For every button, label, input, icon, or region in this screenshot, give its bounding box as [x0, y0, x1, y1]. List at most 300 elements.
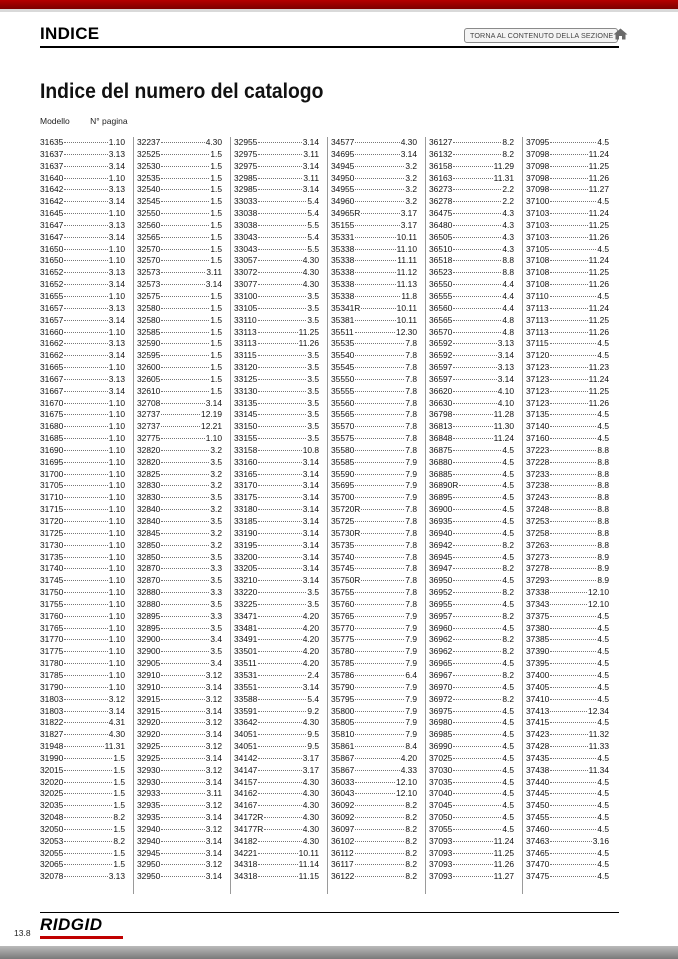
index-entry: [526, 682, 609, 694]
leader-dots: [355, 403, 404, 404]
model-number: 35785: [331, 658, 355, 669]
leader-dots: [550, 521, 596, 522]
index-entry: [40, 267, 125, 279]
model-number: 32845: [137, 527, 161, 538]
model-number: 37228: [526, 456, 550, 467]
leader-dots: [355, 521, 404, 522]
leader-dots: [64, 639, 107, 640]
leader-dots: [355, 758, 399, 759]
page-ref: 5.4: [307, 231, 319, 242]
page-ref: 4.5: [597, 243, 609, 254]
page-ref: 1.5: [210, 255, 222, 266]
leader-dots: [161, 367, 209, 368]
model-number: 32573: [137, 279, 161, 290]
page-ref: 1.5: [113, 800, 125, 811]
leader-dots: [161, 793, 205, 794]
page-ref: 3.2: [210, 468, 222, 479]
model-number: 36985: [429, 729, 453, 740]
model-number: 36592: [429, 350, 453, 361]
page-ref: 3.17: [302, 764, 319, 775]
page-ref: 12.19: [201, 409, 222, 420]
leader-dots: [453, 805, 501, 806]
index-entry: [137, 623, 222, 635]
page-ref: 1.5: [113, 823, 125, 834]
model-number: 31705: [40, 480, 64, 491]
page-ref: 3.11: [206, 267, 222, 278]
index-entry: [40, 244, 125, 256]
index-entry: [429, 587, 514, 599]
page-ref: 3.14: [108, 196, 125, 207]
leader-dots: [453, 687, 501, 688]
index-entry: [137, 599, 222, 611]
index-entry: [526, 398, 609, 410]
leader-dots: [355, 746, 404, 747]
model-number: 36945: [429, 551, 453, 562]
model-number: 35760: [331, 598, 355, 609]
leader-dots: [550, 284, 587, 285]
leader-dots: [161, 462, 209, 463]
page-ref: 12.34: [588, 705, 609, 716]
page-ref: 4.5: [502, 717, 514, 728]
model-number: 33210: [234, 575, 258, 586]
model-number: 37095: [526, 137, 550, 147]
leader-dots: [550, 663, 596, 664]
model-number: 36592: [429, 338, 453, 349]
model-number: 36980: [429, 717, 453, 728]
page-ref: 11.14: [298, 859, 319, 870]
leader-dots: [258, 450, 301, 451]
leader-dots: [161, 296, 209, 297]
leader-dots: [453, 793, 501, 794]
model-number: 36102: [331, 835, 355, 846]
model-number: 33158: [234, 444, 258, 455]
index-entry: [40, 350, 125, 362]
model-number: 32910: [137, 681, 161, 692]
index-entry: [526, 161, 609, 173]
leader-dots: [453, 367, 496, 368]
page-ref: 1.10: [108, 433, 125, 444]
leader-dots: [64, 604, 107, 605]
model-number: 32985: [234, 184, 258, 195]
page-ref: 3.14: [497, 373, 514, 384]
index-entry: [137, 208, 222, 220]
model-number: 33115: [234, 350, 257, 361]
index-entry: [137, 445, 222, 457]
page-ref: 4.5: [502, 681, 514, 692]
leader-dots: [453, 284, 501, 285]
model-number: 35575: [331, 433, 355, 444]
index-entry: [40, 208, 125, 220]
page-ref: 3.13: [108, 184, 125, 195]
leader-dots: [550, 687, 596, 688]
leader-dots: [161, 355, 209, 356]
page-ref: 7.8: [405, 598, 417, 609]
index-entry: [331, 848, 417, 860]
index-entry: [429, 220, 514, 232]
index-entry: [526, 634, 609, 646]
index-entry: [331, 255, 417, 267]
leader-dots: [64, 758, 112, 759]
leader-dots: [453, 639, 501, 640]
leader-dots: [355, 284, 395, 285]
leader-dots: [258, 770, 301, 771]
model-number: 37123: [526, 397, 550, 408]
page-ref: 3.14: [108, 160, 125, 171]
index-entry: [429, 516, 514, 528]
page-ref: 4.5: [502, 492, 514, 503]
index-entry: [526, 362, 609, 374]
page-ref: 3.14: [108, 350, 125, 361]
index-entry: [429, 871, 514, 883]
page-ref: 7.8: [405, 385, 417, 396]
page-ref: 3.11: [206, 788, 222, 799]
leader-dots: [355, 722, 404, 723]
leader-dots: [355, 592, 404, 593]
leader-dots: [355, 557, 404, 558]
page-ref: 11.26: [493, 859, 514, 870]
model-number: 37123: [526, 373, 550, 384]
leader-dots: [64, 509, 107, 510]
page-ref: 8.2: [113, 835, 125, 846]
model-number: 32840: [137, 504, 161, 515]
leader-dots: [161, 687, 204, 688]
page-ref: 1.10: [205, 433, 222, 444]
model-number: 37120: [526, 350, 550, 361]
model-number: 36273: [429, 184, 453, 195]
model-number: 32580: [137, 302, 161, 313]
index-entry: [234, 279, 319, 291]
page-ref: 4.5: [597, 847, 609, 858]
leader-dots: [550, 343, 597, 344]
index-entry: [40, 587, 125, 599]
index-entry: [526, 173, 609, 185]
index-entry: [234, 445, 319, 457]
index-entry: [526, 137, 609, 149]
leader-dots: [161, 249, 209, 250]
page-ref: 11.24: [588, 148, 609, 159]
page-ref: 8.8: [597, 527, 609, 538]
page-ref: 10.11: [396, 231, 417, 242]
model-number: 37040: [429, 788, 453, 799]
model-number: 37460: [526, 823, 550, 834]
leader-dots: [64, 355, 107, 356]
leader-dots: [64, 367, 107, 368]
leader-dots: [355, 793, 395, 794]
index-entry: [40, 658, 125, 670]
model-number: 37258: [526, 527, 550, 538]
leader-dots: [453, 332, 501, 333]
page-ref: 1.5: [210, 219, 222, 230]
index-entry: [137, 836, 222, 848]
model-number: 33113: [234, 338, 257, 349]
leader-dots: [355, 876, 404, 877]
leader-dots: [550, 474, 596, 475]
back-to-section-button[interactable]: [464, 28, 618, 43]
index-entry: [429, 682, 514, 694]
model-number: 32870: [137, 563, 161, 574]
model-number: 35745: [331, 563, 355, 574]
index-entry: [40, 291, 125, 303]
leader-dots: [161, 320, 209, 321]
leader-dots: [258, 154, 302, 155]
leader-dots: [258, 734, 306, 735]
index-entry: [526, 871, 609, 883]
index-entry: [331, 563, 417, 575]
model-number: 32945: [137, 847, 161, 858]
page-ref: 3.13: [497, 362, 514, 373]
index-column: [230, 137, 319, 894]
model-number: 35585: [331, 456, 355, 467]
leader-dots: [161, 272, 205, 273]
leader-dots: [550, 604, 587, 605]
page-ref: 3.13: [108, 302, 125, 313]
page-ref: 4.5: [597, 634, 609, 645]
index-entry: [137, 717, 222, 729]
index-entry: [234, 788, 319, 800]
index-entry: [331, 374, 417, 386]
model-number: 36097: [331, 823, 355, 834]
model-number: 36278: [429, 196, 453, 207]
model-number: 36112: [331, 847, 354, 858]
leader-dots: [550, 509, 596, 510]
leader-dots: [550, 568, 596, 569]
page-ref: 1.5: [113, 764, 125, 775]
bottom-gray-band: [0, 946, 678, 959]
model-number: 36597: [429, 362, 453, 373]
page-ref: 4.5: [597, 669, 609, 680]
leader-dots: [258, 722, 301, 723]
leader-dots: [64, 770, 112, 771]
leader-dots: [64, 166, 107, 167]
page-ref: 4.4: [502, 290, 514, 301]
model-number: 34167: [234, 800, 258, 811]
leader-dots: [355, 782, 395, 783]
page-ref: 11.25: [298, 326, 319, 337]
page-ref: 3.14: [108, 314, 125, 325]
index-entry: [429, 149, 514, 161]
index-entry: [137, 184, 222, 196]
model-number: 35700: [331, 492, 355, 503]
index-entry: [137, 516, 222, 528]
model-number: 33220: [234, 587, 258, 598]
model-number: 32035: [40, 800, 64, 811]
index-entry: [429, 433, 514, 445]
index-entry: [40, 421, 125, 433]
model-number: 37435: [526, 752, 550, 763]
index-entry: [526, 184, 609, 196]
page-ref: 8.2: [113, 812, 125, 823]
index-entry: [526, 374, 609, 386]
model-number: 34147: [234, 764, 258, 775]
leader-dots: [550, 438, 596, 439]
leader-dots: [355, 272, 395, 273]
index-entry: [331, 303, 417, 315]
page-ref: 3.13: [108, 373, 125, 384]
leader-dots: [64, 462, 107, 463]
page-ref: 1.10: [108, 587, 125, 598]
index-entry: [234, 670, 319, 682]
index-entry: [137, 848, 222, 860]
page-ref: 3.14: [205, 729, 222, 740]
model-number: 33491: [234, 634, 258, 645]
leader-dots: [161, 580, 209, 581]
model-number: 32933: [137, 788, 161, 799]
leader-dots: [161, 213, 209, 214]
leader-dots: [64, 746, 103, 747]
model-number: 31725: [40, 527, 64, 538]
leader-dots: [161, 663, 209, 664]
index-entry: [234, 480, 319, 492]
leader-dots: [355, 497, 404, 498]
model-number: 34162: [234, 788, 258, 799]
page-ref: 3.4: [210, 634, 222, 645]
index-entry: [137, 859, 222, 871]
index-entry: [234, 765, 319, 777]
model-number: 35545: [331, 362, 355, 373]
leader-dots: [550, 651, 596, 652]
column-headers: [40, 116, 146, 126]
page-ref: 4.5: [597, 409, 609, 420]
model-number: 33038: [234, 219, 258, 230]
index-entry: [526, 220, 609, 232]
page-ref: 3.14: [302, 527, 319, 538]
model-number: 36163: [429, 172, 453, 183]
leader-dots: [161, 438, 204, 439]
model-number: 37113: [526, 314, 549, 325]
page-ref: 7.9: [405, 693, 417, 704]
page-ref: 8.8: [502, 267, 514, 278]
model-number: 35580: [331, 444, 355, 455]
index-entry: [40, 540, 125, 552]
page-ref: 3.5: [307, 397, 319, 408]
leader-dots: [355, 189, 404, 190]
leader-dots: [453, 403, 496, 404]
page-ref: 1.5: [210, 160, 222, 171]
index-entry: [331, 409, 417, 421]
index-entry: [526, 788, 609, 800]
index-entry: [234, 812, 319, 824]
model-number: 37055: [429, 823, 453, 834]
leader-dots: [550, 189, 587, 190]
model-number: 35540: [331, 350, 355, 361]
model-number: 35338: [331, 279, 355, 290]
leader-dots: [355, 841, 404, 842]
model-number: 36967: [429, 669, 453, 680]
model-number: 35795: [331, 693, 355, 704]
leader-dots: [161, 201, 209, 202]
model-number: 37093: [429, 859, 453, 870]
leader-dots: [453, 841, 492, 842]
leader-dots: [550, 533, 596, 534]
model-number: 37098: [526, 148, 550, 159]
model-number: 36122: [331, 871, 355, 882]
index-entry: [40, 528, 125, 540]
leader-dots: [64, 841, 112, 842]
leader-dots: [550, 391, 587, 392]
model-number: 37445: [526, 788, 550, 799]
page-ref: 10.11: [298, 847, 319, 858]
leader-dots: [258, 699, 306, 700]
page-ref: 3.14: [302, 563, 319, 574]
model-number: 31765: [40, 622, 64, 633]
index-entry: [137, 303, 222, 315]
page-ref: 1.10: [108, 421, 125, 432]
top-band-shadow: [0, 9, 678, 12]
page-ref: 3.5: [307, 433, 319, 444]
index-entry: [234, 457, 319, 469]
model-number: 32920: [137, 729, 161, 740]
leader-dots: [64, 320, 107, 321]
leader-dots: [64, 379, 107, 380]
model-number: 32900: [137, 634, 161, 645]
leader-dots: [453, 438, 492, 439]
leader-dots: [459, 485, 501, 486]
leader-dots: [453, 876, 492, 877]
index-entry: [526, 623, 609, 635]
page-ref: 11.26: [588, 397, 609, 408]
model-number: 36972: [429, 693, 453, 704]
leader-dots: [161, 782, 204, 783]
leader-dots: [550, 237, 587, 238]
model-number: 36962: [429, 634, 453, 645]
index-entry: [234, 552, 319, 564]
leader-dots: [550, 450, 596, 451]
leader-dots: [64, 178, 107, 179]
model-number: 37098: [526, 160, 550, 171]
page-ref: 1.5: [210, 172, 222, 183]
leader-dots: [258, 758, 301, 759]
leader-dots: [64, 284, 107, 285]
index-entry: [137, 800, 222, 812]
leader-dots: [258, 414, 306, 415]
index-entry: [331, 706, 417, 718]
page-ref: 3.2: [210, 504, 222, 515]
page-ref: 1.5: [210, 314, 222, 325]
page-ref: 12.10: [396, 788, 417, 799]
page-ref: 10.11: [396, 314, 417, 325]
page-ref: 4.5: [502, 788, 514, 799]
page-ref: 1.5: [113, 788, 125, 799]
index-entry: [137, 777, 222, 789]
index-entry: [429, 540, 514, 552]
index-entry: [429, 848, 514, 860]
model-number: 34945: [331, 160, 355, 171]
index-entry: [331, 859, 417, 871]
model-number: 36565: [429, 314, 453, 325]
page-ref: 3.4: [210, 658, 222, 669]
model-number: 36132: [429, 148, 453, 159]
index-entry: [137, 504, 222, 516]
leader-dots: [64, 521, 107, 522]
page-ref: 3.14: [205, 705, 222, 716]
page-ref: 8.2: [502, 669, 514, 680]
index-entry: [331, 646, 417, 658]
page-ref: 1.5: [210, 184, 222, 195]
page-ref: 4.20: [400, 752, 417, 763]
page-ref: 8.2: [405, 812, 417, 823]
leader-dots: [258, 782, 301, 783]
index-entry: [429, 492, 514, 504]
model-number: 31710: [40, 492, 64, 503]
leader-dots: [161, 154, 209, 155]
leader-dots: [161, 734, 204, 735]
index-entry: [331, 800, 417, 812]
page-ref: 4.20: [302, 610, 319, 621]
page-ref: 1.10: [108, 492, 125, 503]
leader-dots: [550, 734, 587, 735]
model-number: 37030: [429, 764, 453, 775]
index-entry: [234, 729, 319, 741]
